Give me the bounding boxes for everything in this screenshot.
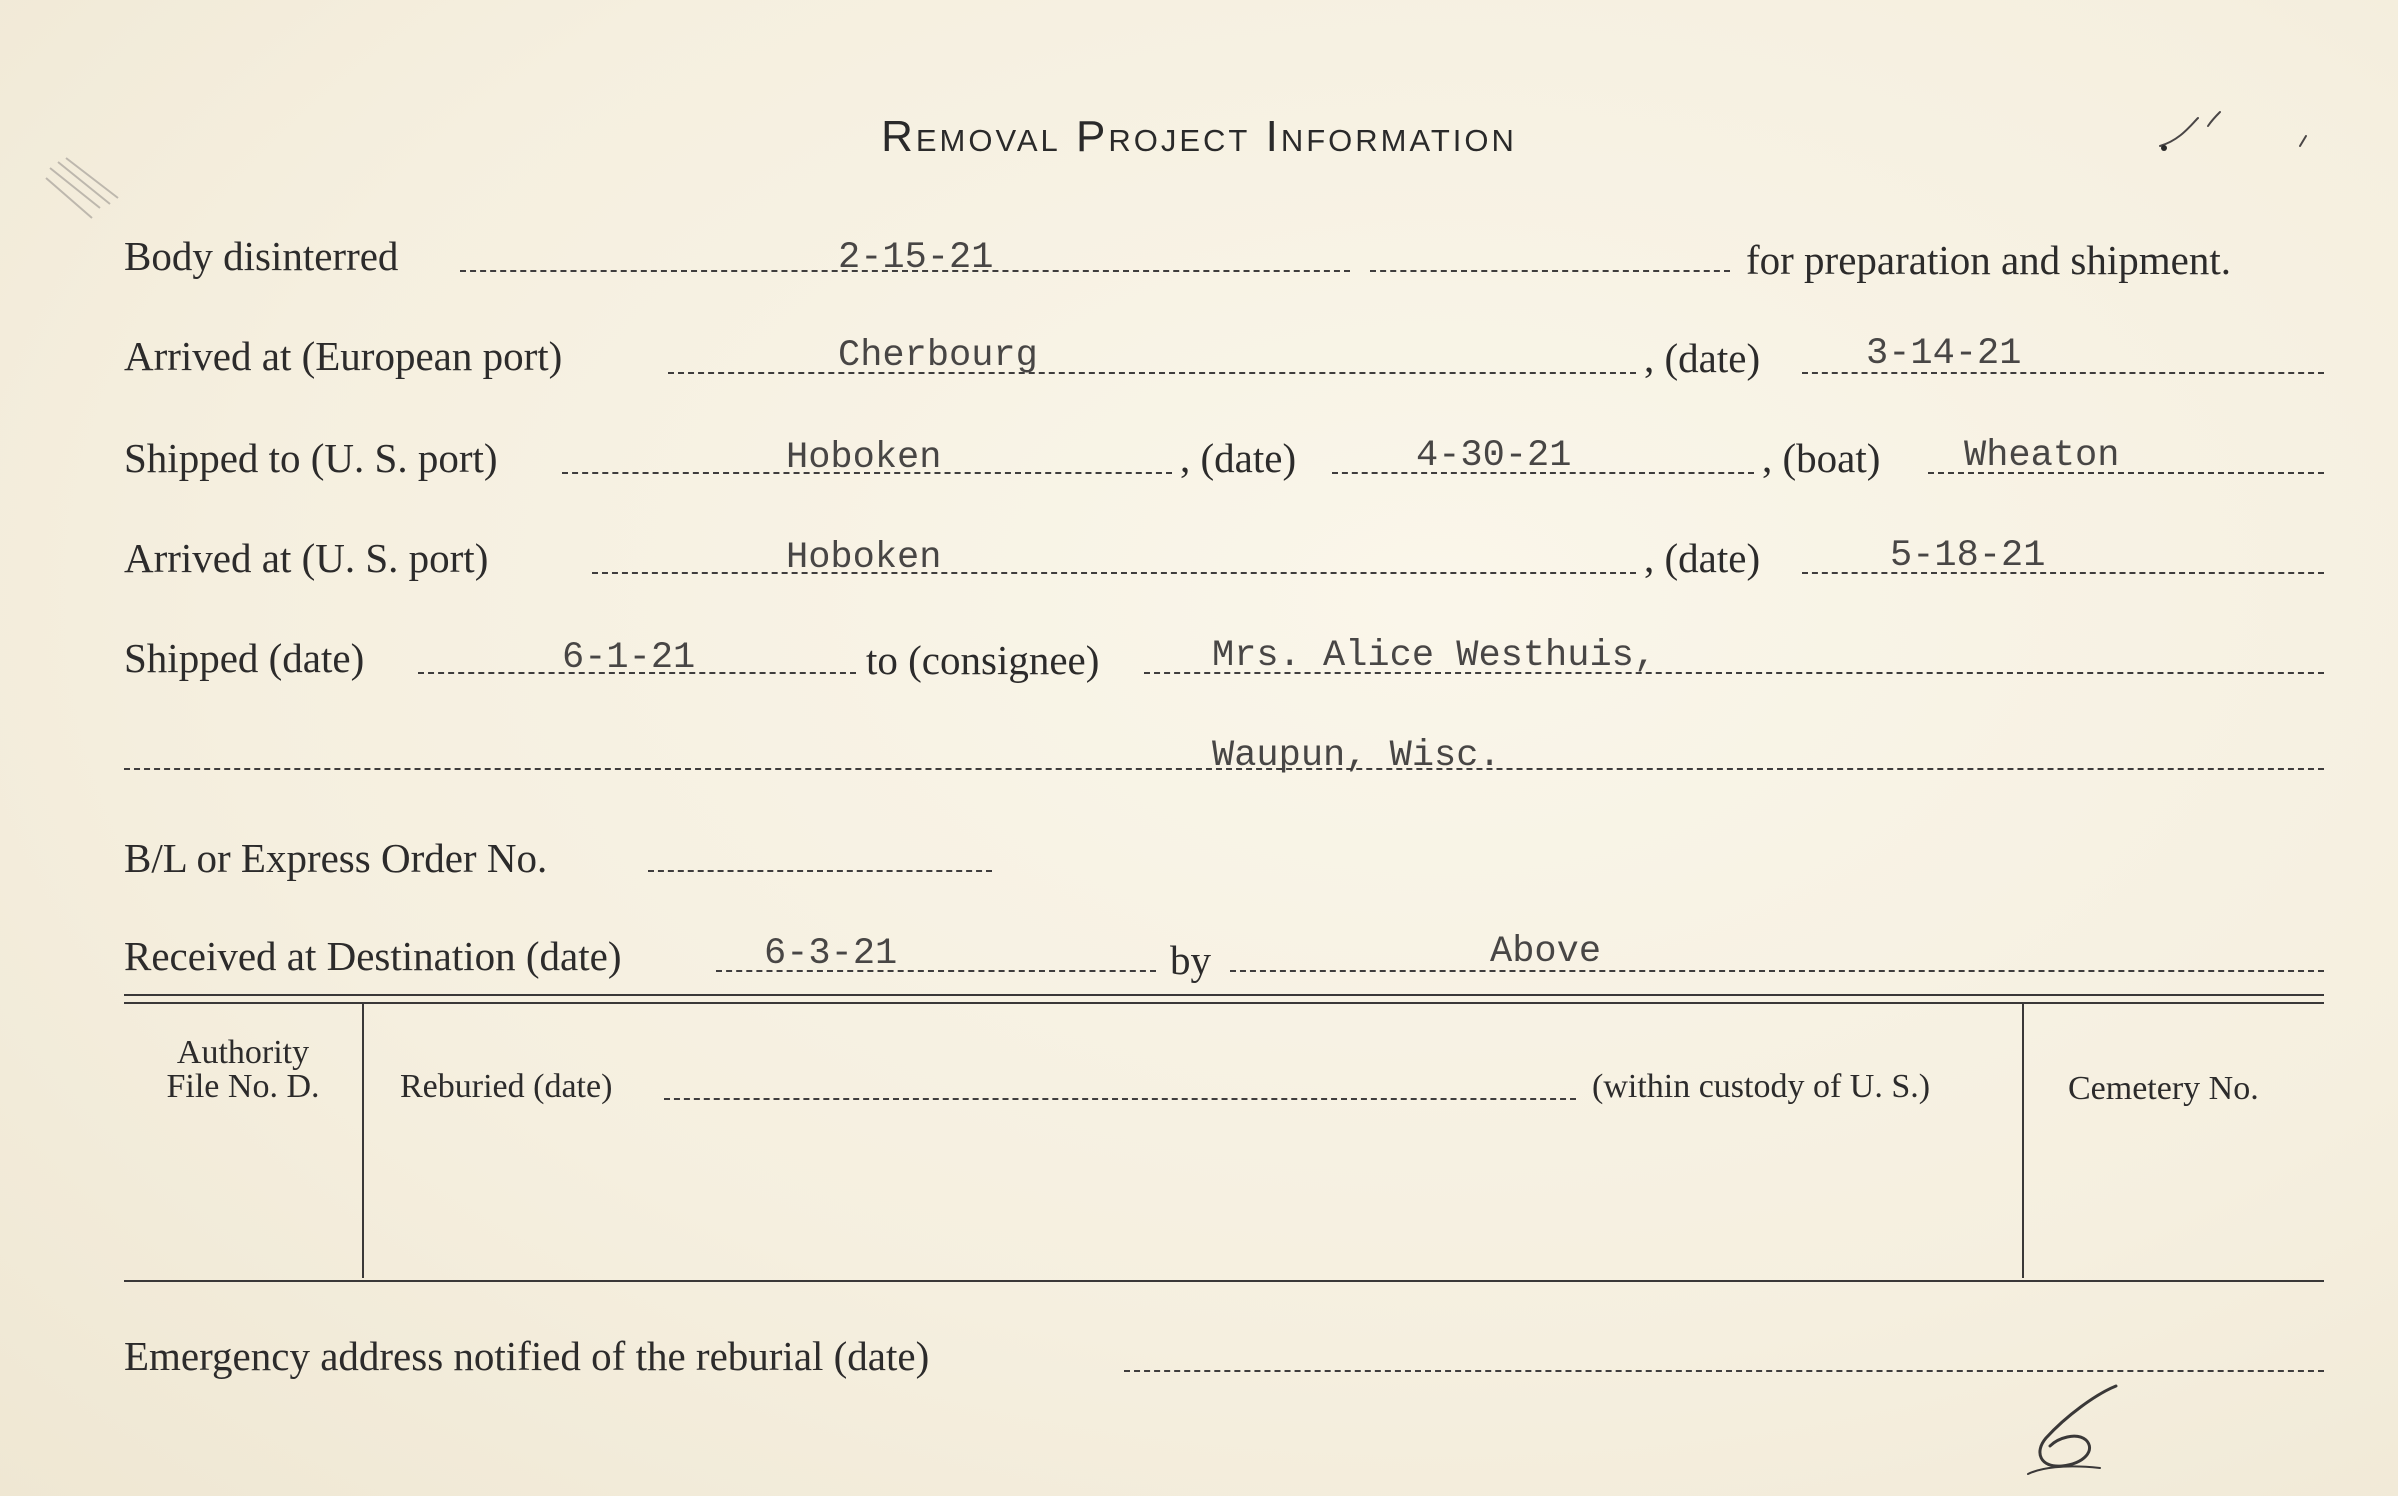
- shipped-us-boat-label: , (boat): [1762, 435, 1881, 481]
- box-bottom-rule: [124, 1280, 2324, 1282]
- arrived-european-date: 3-14-21: [1866, 333, 2022, 375]
- consignee-value: Mrs. Alice Westhuis,: [1212, 635, 1657, 677]
- page-title: Removal Project Information: [881, 112, 1517, 161]
- received-by-label: by: [1170, 937, 1211, 983]
- smudge-mark-icon: [40, 148, 130, 228]
- box-divider-right: [2022, 1004, 2024, 1278]
- body-disinterred-value: 2-15-21: [838, 237, 994, 279]
- shipped-date-label: Shipped (date): [124, 635, 365, 681]
- emergency-label: Emergency address notified of the reburial (date): [124, 1333, 930, 1379]
- arrived-european-line: [668, 372, 1636, 374]
- body-disinterred-suffix: for preparation and shipment.: [1746, 237, 2232, 283]
- shipped-us-value: Hoboken: [786, 437, 942, 479]
- consignee-label: to (consignee): [866, 637, 1100, 683]
- consignee-address-value: Waupun, Wisc.: [1212, 735, 1501, 777]
- reburied-line: [664, 1098, 1576, 1100]
- emergency-line: [1124, 1370, 2324, 1372]
- received-by-line: [1230, 970, 2324, 972]
- shipped-us-date-label: , (date): [1180, 435, 1297, 481]
- bl-line: [648, 870, 992, 872]
- arrived-us-line: [592, 572, 1636, 574]
- cemetery-label: Cemetery No.: [2068, 1070, 2259, 1107]
- box-top-rule-2: [124, 1002, 2324, 1004]
- received-label: Received at Destination (date): [124, 933, 622, 979]
- arrived-european-value: Cherbourg: [838, 335, 1038, 377]
- arrived-us-label: Arrived at (U. S. port): [124, 535, 489, 581]
- authority-file-label: File No. D.: [166, 1068, 320, 1105]
- bl-label: B/L or Express Order No.: [124, 835, 548, 881]
- arrived-european-date-label: , (date): [1644, 335, 1761, 381]
- arrived-us-value: Hoboken: [786, 537, 942, 579]
- box-divider-left: [362, 1004, 364, 1278]
- custody-label: (within custody of U. S.): [1592, 1068, 1931, 1105]
- received-date: 6-3-21: [764, 933, 898, 975]
- handwritten-mark-icon: [2004, 1380, 2140, 1480]
- arrived-us-date-label: , (date): [1644, 535, 1761, 581]
- shipped-date-value: 6-1-21: [562, 637, 696, 679]
- pencil-mark-icon: [2150, 96, 2310, 166]
- shipped-us-date: 4-30-21: [1416, 435, 1572, 477]
- body-disinterred-line-2: [1370, 270, 1730, 272]
- authority-label: Authority: [176, 1034, 310, 1071]
- body-disinterred-label: Body disinterred: [124, 233, 399, 279]
- reburied-label: Reburied (date): [400, 1068, 613, 1105]
- arrived-us-date: 5-18-21: [1890, 535, 2046, 577]
- received-by-value: Above: [1490, 931, 1602, 973]
- shipped-us-label: Shipped to (U. S. port): [124, 435, 498, 481]
- arrived-us-date-line: [1802, 572, 2324, 574]
- box-top-rule-1: [124, 994, 2324, 996]
- arrived-european-label: Arrived at (European port): [124, 333, 563, 379]
- shipped-us-boat: Wheaton: [1964, 435, 2120, 477]
